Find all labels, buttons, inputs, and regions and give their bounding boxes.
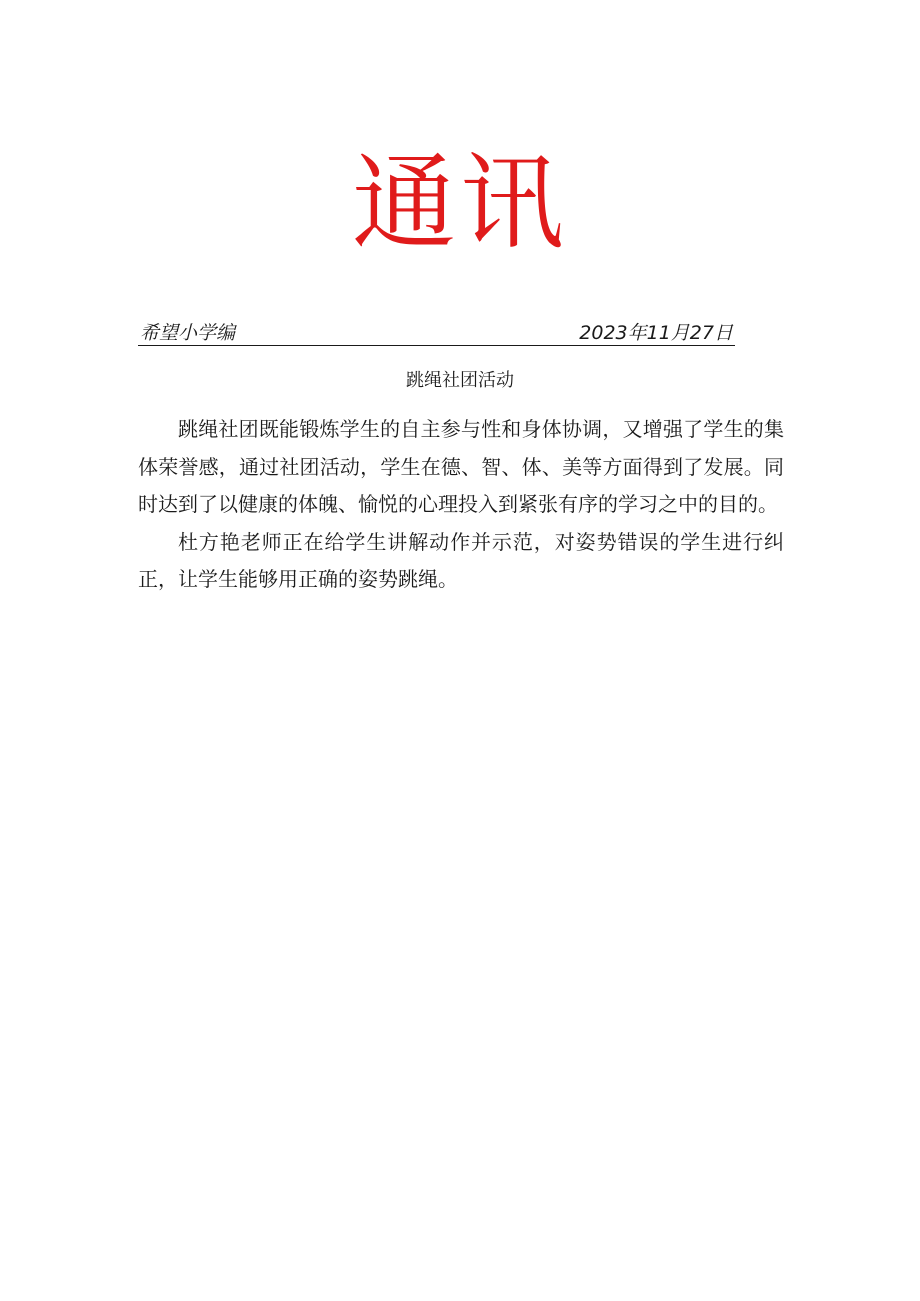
- byline: [138, 321, 735, 346]
- masthead-title: 通讯: [351, 142, 568, 264]
- article-title: 跳绳社团活动: [406, 370, 514, 391]
- byline-editor: 希望小学编: [140, 322, 236, 344]
- article-paragraph: 杜方艳老师正在给学生讲解动作并示范，对姿势错误的学生进行纠正，让学生能够用正确的姿势跳绳。: [138, 529, 784, 591]
- byline-date: 2023年11月27日: [579, 322, 733, 344]
- article-body: [138, 411, 784, 599]
- article-paragraph: 跳绳社团既能锻炼学生的自主参与性和身体协调，又增强了学生的集体荣誉感，通过社团活动，学生在德、智、体、美等方面得到了发展。同时达到了以健康的体魄、愉悦的心理投入到紧张有序的学习之中的目的。: [138, 417, 784, 516]
